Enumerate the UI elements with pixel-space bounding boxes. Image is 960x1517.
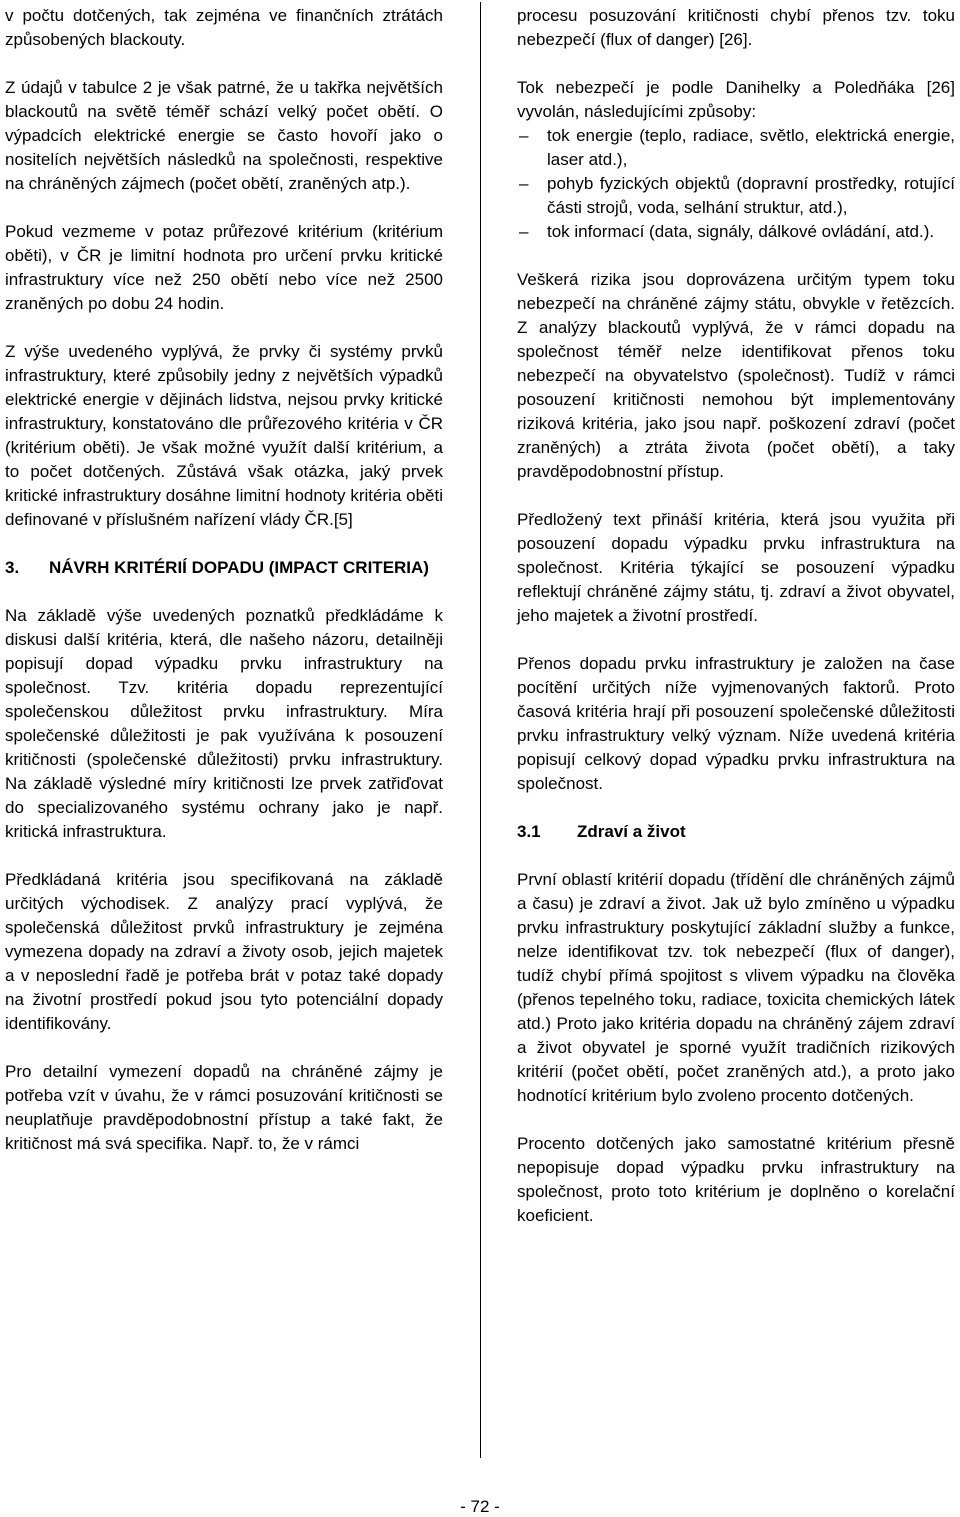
section-title: NÁVRH KRITÉRIÍ DOPADU (IMPACT CRITERIA)	[49, 558, 429, 577]
section-heading	[5, 556, 443, 580]
paragraph: Z údajů v tabulce 2 je však patrné, že u takřka největších blackoutů na světě téměř schází velký počet obětí. O výpadcích elektrické energie se často hovoří jako o nositelích největších následků na společnosti, respektive na chráněných zájmech (počet obětí, zraněných atp.).	[5, 78, 443, 193]
paragraph: Pokud vezmeme v potaz průřezové kritérium (kritérium oběti), v ČR je limitní hodnota pro určení prvku kritické infrastruktury více než 250 obětí nebo více než 2500 zraněných po dobu 24 hodin.	[5, 222, 443, 313]
paragraph: Předkládaná kritéria jsou specifikovaná na základě určitých východisek. Z analýzy prací vyplývá, že společenská důležitost prvků infrastruktury je zejména vymezena dopady na zdraví a životy osob, jejich majetek a v neposlední řadě je potřeba brát v potaz také dopady na životní prostředí pokud jsou tyto potenciální dopady identifikovány.	[5, 870, 443, 1033]
dash-list	[517, 124, 955, 244]
paragraph: procesu posuzování kritičnosti chybí přenos tzv. toku nebezpečí (flux of danger) [26].	[517, 6, 955, 49]
paragraph: Pro detailní vymezení dopadů na chráněné zájmy je potřeba vzít v úvahu, že v rámci posuzování kritičnosti se neuplatňuje pravděpodobnostní přístup a také fakt, že kritičnost má svá specifika. Např. to, že v rámci	[5, 1062, 443, 1153]
subsection-number: 3.1	[517, 822, 541, 841]
subsection-heading	[517, 820, 955, 844]
paragraph: v počtu dotčených, tak zejména ve finančních ztrátách způsobených blackouty.	[5, 6, 443, 49]
subsection-title: Zdraví a život	[577, 822, 686, 841]
list-item: – tok informací (data, signály, dálkové ovládání, atd.).	[517, 220, 955, 244]
paragraph: První oblastí kritérií dopadu (třídění dle chráněných zájmů a času) je zdraví a život. Jak už bylo zmíněno u výpadku prvku infrastruktury poskytující základní služby a funkce, nelze identifikovat tzv. tok nebezpečí (flux of danger), tudíž chybí přímá spojitost s vlivem výpadku na člověka (přenos tepelného toku, radiace, toxicita chemických látek atd.) Proto jako kritéria dopadu na chráněný zájem zdraví a život obyvatel je sporné využít tradičních rizikových kritérií (počet obětí, počet zraněných atd.), a proto jako hodnotící kritérium bylo zvoleno procento dotčených.	[517, 870, 955, 1105]
paragraph: Tok nebezpečí je podle Danihelky a Poledňáka [26] vyvolán, následujícími způsoby:	[517, 78, 955, 121]
page-number: - 72 -	[460, 1497, 500, 1516]
paragraph: Přenos dopadu prvku infrastruktury je založen na čase pocítění určitých níže vyjmenovaných faktorů. Proto časová kritéria hrají při posouzení společenské důležitosti prvku infrastruktury velký význam. Níže uvedená kritéria popisují celkový dopad výpadku prvku infrastruktura na společnost.	[517, 654, 955, 793]
paragraph: Procento dotčených jako samostatné kritérium přesně nepopisuje dopad výpadku prvku infrastruktury na společnost, proto toto kritérium je doplněno o korelační koeficient.	[517, 1134, 955, 1225]
list-item: – tok energie (teplo, radiace, světlo, elektrická energie, laser atd.),	[517, 124, 955, 172]
left-column	[5, 4, 443, 1180]
list-item: – pohyb fyzických objektů (dopravní prostředky, rotující části strojů, voda, selhání struktur, atd.),	[517, 172, 955, 220]
paragraph: Z výše uvedeného vyplývá, že prvky či systémy prvků infrastruktury, které způsobily jedny z největších výpadků elektrické energie v dějinách lidstva, nejsou prvky kritické infrastruktury, konstatováno dle průřezového kritéria v ČR (kritérium oběti). Je však možné využít další kritérium, a to počet dotčených. Zůstává však otázka, jaký prvek kritické infrastruktury dosáhne limitní hodnoty kritéria oběti definované v příslušném nařízení vlády ČR.[5]	[5, 342, 443, 529]
column-divider	[480, 2, 481, 1458]
paragraph: Předložený text přináší kritéria, která jsou využita při posouzení dopadu výpadku prvku infrastruktura na společnost. Kritéria týkající se posouzení výpadku reflektují chráněné zájmy státu, tj. zdraví a život obyvatel, jeho majetek a životní prostředí.	[517, 510, 955, 625]
paragraph: Na základě výše uvedených poznatků předkládáme k diskusi další kritéria, která, dle našeho názoru, detailněji popisují dopad výpadku prvku infrastruktury na společnost. Tzv. kritéria dopadu reprezentující společenskou důležitost prvku infrastruktury. Míra společenské důležitosti je pak využívána k posouzení kritičnosti (společenské důležitosti) prvku infrastruktury. Na základě výsledné míry kritičnosti lze prvek zatřiďovat do specializovaného systému ochrany jako je např. kritická infrastruktura.	[5, 606, 443, 841]
right-column	[517, 4, 955, 1252]
paragraph: Veškerá rizika jsou doprovázena určitým typem toku nebezpečí na chráněné zájmy státu, obvykle v řetězcích. Z analýzy blackoutů vyplývá, že v rámci dopadu na společnost téměř nelze identifikovat přenos toku nebezpečí na obyvatelstvo (společnost). Tudíž v rámci posouzení kritičnosti nemohou být implementovány riziková kritéria, jako jsou např. poškození zdraví (počet zraněných) a ztráta života (počet obětí), a taky pravděpodobnostní přístup.	[517, 270, 955, 481]
section-number: 3.	[5, 558, 20, 577]
